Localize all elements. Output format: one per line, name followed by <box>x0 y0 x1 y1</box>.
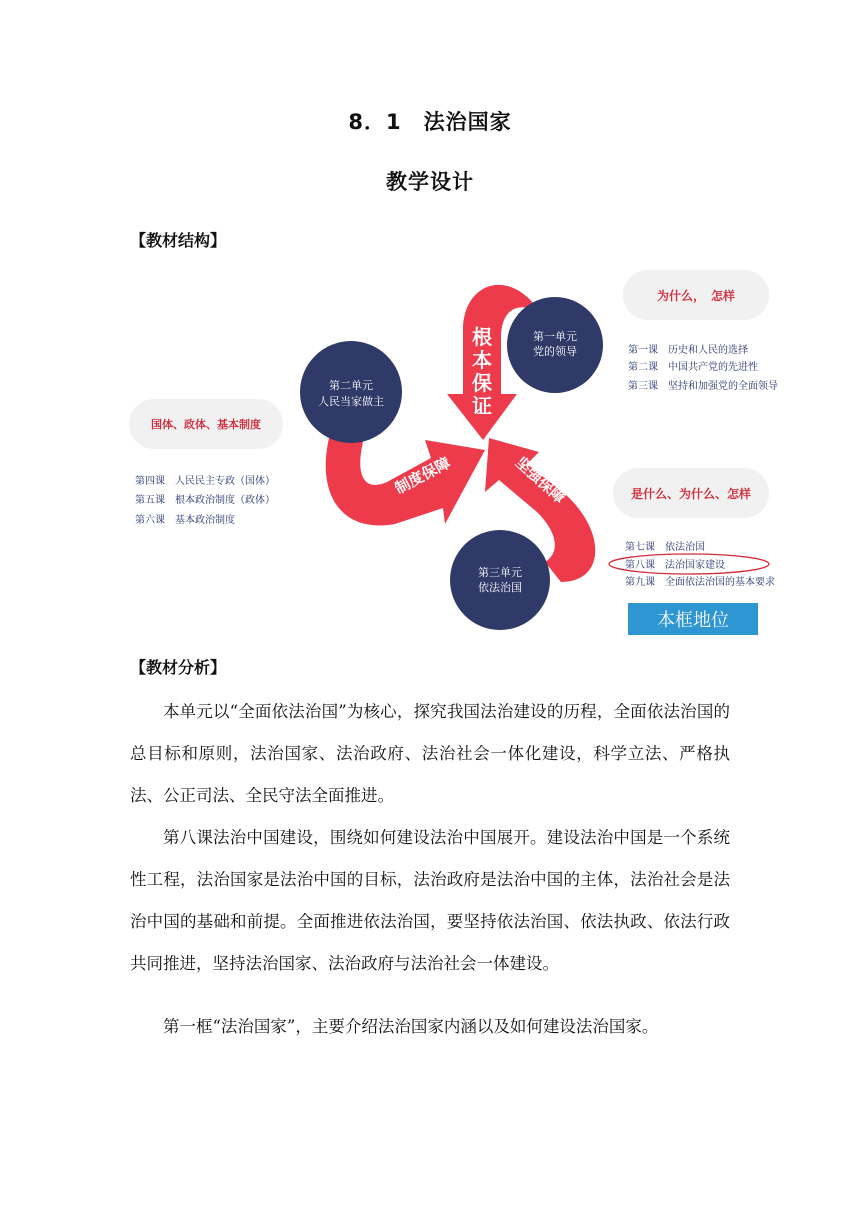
arrow-left-label: 制度保障 <box>391 453 454 498</box>
unit2-lesson-4: 第四课 人民民主专政（国体） <box>135 476 275 487</box>
right-bottom-label-box <box>613 468 769 518</box>
analysis-paragraph-2: 第八课法治中国建设，围绕如何建设法治中国展开。建设法治中国是一个系统性工程，法治国家是法治中国的目标，法治政府是法治中国的主体，法治社会是法治中国的基础和前提。全面推进依法治国，要坚持依法治国、依法执政、依法行政共同推进，坚持法治国家、法治政府与法治社会一体建设。 <box>130 828 730 973</box>
textbook-structure-diagram <box>125 262 785 638</box>
analysis-paragraph-3: 第一框“法治国家”，主要介绍法治国家内涵以及如何建设法治国家。 <box>163 1017 659 1036</box>
page-title: 8．1 法治国家 <box>348 110 512 134</box>
unit1-line2: 党的领导 <box>533 345 577 358</box>
arrow-top-char-4: 证 <box>472 394 492 418</box>
arrow-right-label: 坚强保障 <box>512 453 569 508</box>
position-badge-label: 本框地位 <box>657 610 729 631</box>
unit3-lesson-7: 第七课 依法治国 <box>625 542 705 553</box>
left-label: 国体、政体、基本制度 <box>151 418 261 431</box>
unit2-line2: 人民当家做主 <box>318 395 384 408</box>
unit3-line1: 第三单元 <box>478 566 522 579</box>
unit2-lesson-5: 第五课 根本政治制度（政体） <box>135 495 275 506</box>
arrow-top-char-3: 保 <box>472 371 492 395</box>
unit1-lesson-1: 第一课 历史和人民的选择 <box>628 345 748 356</box>
section-heading-analysis: 【教材分析】 <box>130 658 227 677</box>
unit1-line1: 第一单元 <box>533 330 577 343</box>
unit3-lesson-8: 第八课 法治国家建设 <box>625 560 725 571</box>
position-badge <box>628 603 758 635</box>
analysis-paragraph-1: 本单元以“全面依法治国”为核心，探究我国法治建设的历程，全面依法治国的总目标和原则，法治国家、法治政府、法治社会一体化建设，科学立法、严格执法、公正司法、全民守法全面推进。 <box>130 702 730 805</box>
right-bottom-label: 是什么、为什么、怎样 <box>630 487 752 501</box>
unit2-lesson-6: 第六课 基本政治制度 <box>135 515 235 526</box>
right-top-label-box <box>623 270 769 320</box>
arrow-top-char-1: 根 <box>472 325 492 349</box>
section-heading-structure: 【教材结构】 <box>130 231 227 250</box>
unit1-circle <box>507 297 603 393</box>
arrow-top-char-2: 本 <box>472 348 492 372</box>
unit3-circle <box>450 530 550 630</box>
unit2-line1: 第二单元 <box>329 379 373 392</box>
right-top-label: 为什么， 怎样 <box>656 289 736 303</box>
page-subtitle: 教学设计 <box>386 170 474 194</box>
unit1-lesson-2: 第二课 中国共产党的先进性 <box>628 362 758 373</box>
unit2-circle <box>300 341 402 443</box>
unit3-lesson-9: 第九课 全面依法治国的基本要求 <box>625 577 775 588</box>
unit1-lesson-3: 第三课 坚持和加强党的全面领导 <box>628 381 778 392</box>
left-label-box <box>129 399 283 449</box>
unit3-line2: 依法治国 <box>478 581 522 594</box>
